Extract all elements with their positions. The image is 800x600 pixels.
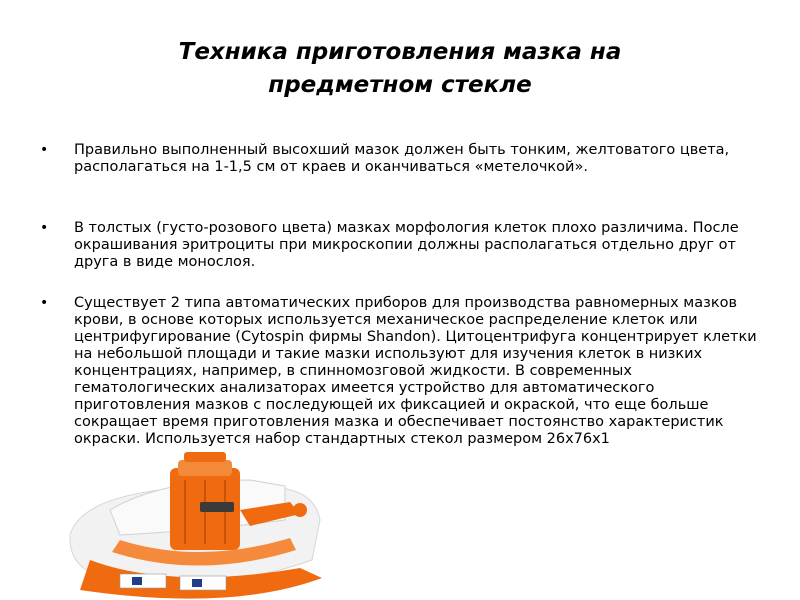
bullet-text: В толстых (густо-розового цвета) мазках морфология клеток плохо различима. После окрашивания эритроциты при микроскопии должны располагаться отдельно друг от друга в виде монослоя. bbox=[74, 220, 739, 270]
bullet-marker: • bbox=[40, 295, 49, 311]
bullet-marker: • bbox=[40, 220, 49, 236]
bullet-marker: • bbox=[40, 142, 49, 158]
bullet-item bbox=[40, 295, 760, 448]
bullet-text: Существует 2 типа автоматических приборов для производства равномерных мазков крови, в основе которых используется механическое распределение клеток или центрифугирование (Cytospin фирмы Shandon). Цитоцентрифуга концентрирует клетки на небольшой площади и такие мазки используют для изучения клеток в низких концентрациях, например, в спинномозговой жидкости. В современных гематологических анализаторах имеется устройство для автоматического приготовления мазков с последующей их фиксацией и окраской, что еще больше сокращает время приготовления мазка и обеспечивает постоянство характеристик окраски. Используется набор стандартных стекол размером 26х76х1 bbox=[74, 295, 757, 447]
bullet-list bbox=[40, 142, 760, 448]
bullet-text: Правильно выполненный высохший мазок должен быть тонким, желтоватого цвета, располагаться на 1-1,5 см от краев и оканчиваться «метелочкой». bbox=[74, 142, 730, 175]
cytocentrifuge-device-photo bbox=[50, 440, 340, 600]
bullet-item bbox=[40, 142, 760, 176]
slide-title: Техника приготовления мазка на предметном стекле bbox=[178, 39, 622, 98]
bullet-item bbox=[40, 220, 760, 271]
